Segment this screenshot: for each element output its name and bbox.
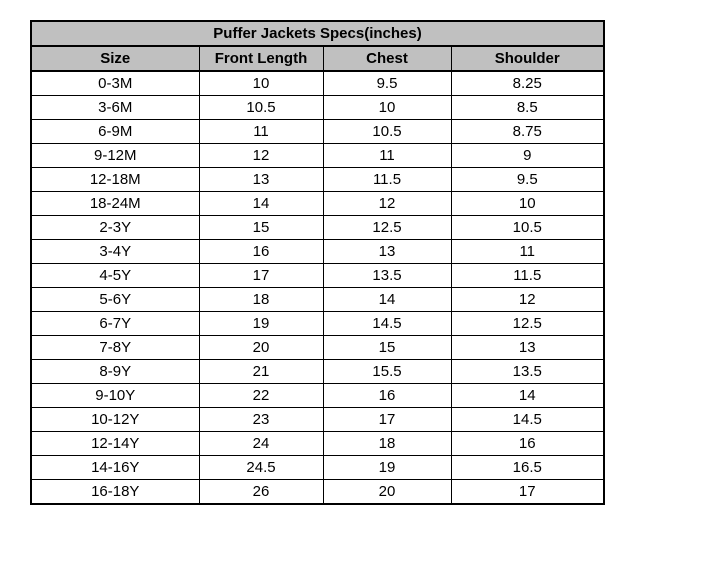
value-cell: 18 xyxy=(199,288,323,312)
table-row xyxy=(31,120,604,144)
value-cell: 11 xyxy=(199,120,323,144)
value-cell: 9 xyxy=(451,144,604,168)
value-cell: 10 xyxy=(451,192,604,216)
value-cell: 13 xyxy=(199,168,323,192)
value-cell: 11.5 xyxy=(451,264,604,288)
size-cell: 3-4Y xyxy=(31,240,199,264)
column-header-size: Size xyxy=(31,46,199,71)
column-header-front-length: Front Length xyxy=(199,46,323,71)
value-cell: 14.5 xyxy=(451,408,604,432)
table-row xyxy=(31,144,604,168)
table-row xyxy=(31,480,604,505)
value-cell: 12 xyxy=(451,288,604,312)
value-cell: 14 xyxy=(199,192,323,216)
table-row xyxy=(31,360,604,384)
value-cell: 12.5 xyxy=(451,312,604,336)
value-cell: 13 xyxy=(451,336,604,360)
table-row xyxy=(31,216,604,240)
size-spec-table xyxy=(30,20,605,505)
value-cell: 17 xyxy=(451,480,604,505)
size-cell: 9-12M xyxy=(31,144,199,168)
value-cell: 24 xyxy=(199,432,323,456)
value-cell: 8.25 xyxy=(451,71,604,96)
value-cell: 20 xyxy=(199,336,323,360)
value-cell: 19 xyxy=(323,456,451,480)
size-cell: 14-16Y xyxy=(31,456,199,480)
value-cell: 19 xyxy=(199,312,323,336)
size-cell: 2-3Y xyxy=(31,216,199,240)
table-row xyxy=(31,336,604,360)
column-header-shoulder: Shoulder xyxy=(451,46,604,71)
table-row xyxy=(31,264,604,288)
table-row xyxy=(31,456,604,480)
value-cell: 17 xyxy=(323,408,451,432)
size-cell: 6-7Y xyxy=(31,312,199,336)
value-cell: 11 xyxy=(451,240,604,264)
table-header-row xyxy=(31,46,604,71)
size-cell: 3-6M xyxy=(31,96,199,120)
table-row xyxy=(31,312,604,336)
value-cell: 20 xyxy=(323,480,451,505)
table-row xyxy=(31,432,604,456)
value-cell: 9.5 xyxy=(451,168,604,192)
value-cell: 12 xyxy=(199,144,323,168)
value-cell: 15 xyxy=(199,216,323,240)
size-cell: 10-12Y xyxy=(31,408,199,432)
table-row xyxy=(31,71,604,96)
size-cell: 0-3M xyxy=(31,71,199,96)
value-cell: 10.5 xyxy=(199,96,323,120)
value-cell: 10 xyxy=(199,71,323,96)
value-cell: 13.5 xyxy=(323,264,451,288)
size-cell: 6-9M xyxy=(31,120,199,144)
value-cell: 11.5 xyxy=(323,168,451,192)
size-cell: 4-5Y xyxy=(31,264,199,288)
size-cell: 16-18Y xyxy=(31,480,199,505)
table-row xyxy=(31,168,604,192)
table-row xyxy=(31,96,604,120)
value-cell: 10.5 xyxy=(323,120,451,144)
table-title-row xyxy=(31,21,604,46)
value-cell: 18 xyxy=(323,432,451,456)
size-cell: 9-10Y xyxy=(31,384,199,408)
value-cell: 17 xyxy=(199,264,323,288)
value-cell: 12.5 xyxy=(323,216,451,240)
table-row xyxy=(31,192,604,216)
size-cell: 12-14Y xyxy=(31,432,199,456)
value-cell: 13.5 xyxy=(451,360,604,384)
column-header-chest: Chest xyxy=(323,46,451,71)
table-row xyxy=(31,408,604,432)
size-cell: 8-9Y xyxy=(31,360,199,384)
value-cell: 10.5 xyxy=(451,216,604,240)
size-cell: 5-6Y xyxy=(31,288,199,312)
value-cell: 16 xyxy=(199,240,323,264)
value-cell: 8.75 xyxy=(451,120,604,144)
value-cell: 16 xyxy=(323,384,451,408)
value-cell: 13 xyxy=(323,240,451,264)
value-cell: 21 xyxy=(199,360,323,384)
value-cell: 15.5 xyxy=(323,360,451,384)
value-cell: 14 xyxy=(323,288,451,312)
table-row xyxy=(31,384,604,408)
value-cell: 9.5 xyxy=(323,71,451,96)
value-cell: 26 xyxy=(199,480,323,505)
value-cell: 10 xyxy=(323,96,451,120)
value-cell: 8.5 xyxy=(451,96,604,120)
value-cell: 12 xyxy=(323,192,451,216)
value-cell: 23 xyxy=(199,408,323,432)
value-cell: 14.5 xyxy=(323,312,451,336)
size-cell: 7-8Y xyxy=(31,336,199,360)
value-cell: 16.5 xyxy=(451,456,604,480)
size-cell: 12-18M xyxy=(31,168,199,192)
value-cell: 11 xyxy=(323,144,451,168)
value-cell: 14 xyxy=(451,384,604,408)
value-cell: 15 xyxy=(323,336,451,360)
table-row xyxy=(31,240,604,264)
table-title: Puffer Jackets Specs(inches) xyxy=(31,21,604,46)
value-cell: 22 xyxy=(199,384,323,408)
value-cell: 24.5 xyxy=(199,456,323,480)
value-cell: 16 xyxy=(451,432,604,456)
table-row xyxy=(31,288,604,312)
size-cell: 18-24M xyxy=(31,192,199,216)
